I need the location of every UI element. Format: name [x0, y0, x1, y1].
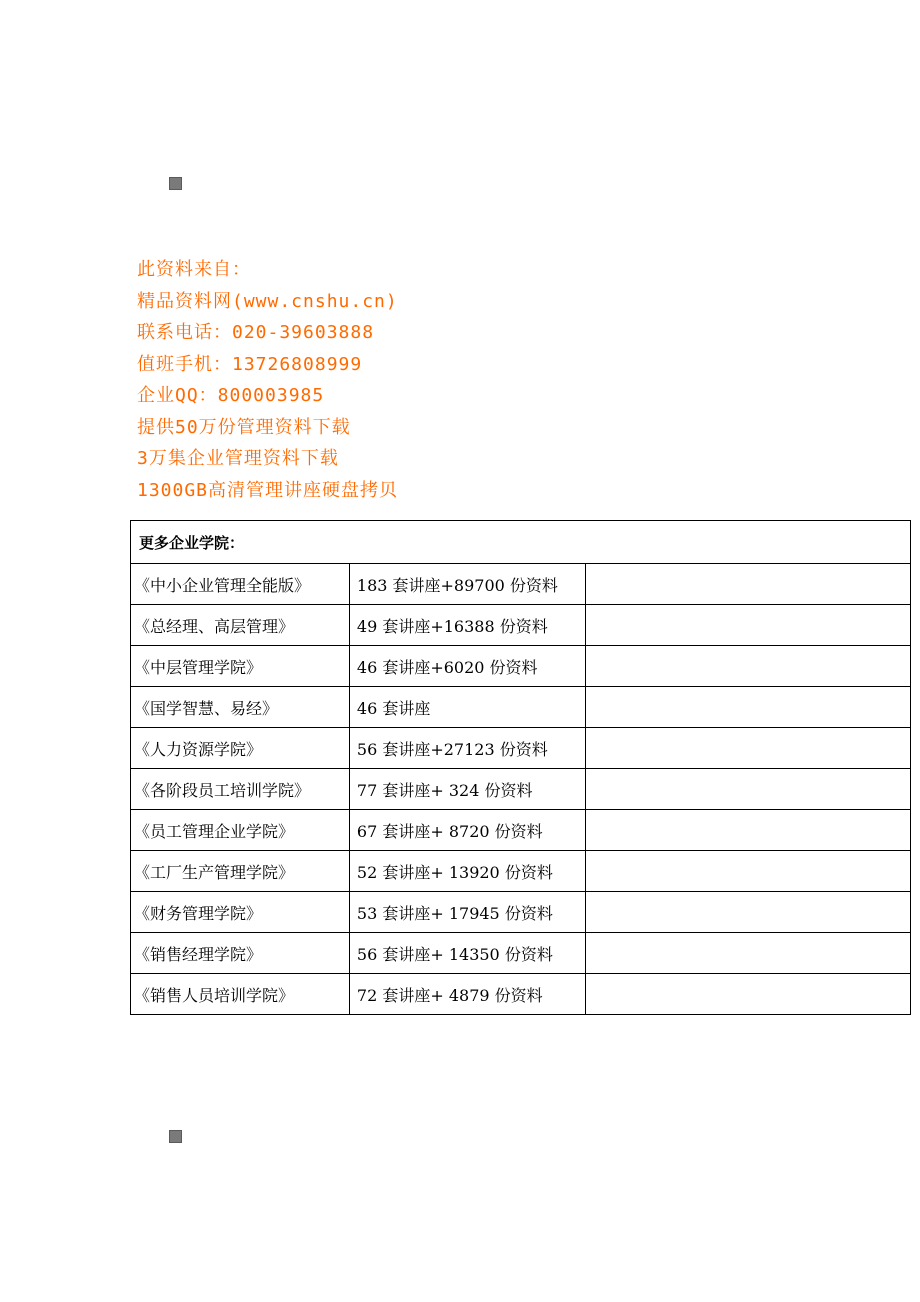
offer-line-1: 提供50万份管理资料下载 — [137, 416, 351, 438]
academy-content-cell: 183 套讲座+89700 份资料 — [349, 564, 585, 605]
academy-content-cell: 72 套讲座+ 4879 份资料 — [349, 974, 585, 1015]
academy-name-cell: 《员工管理企业学院》 — [131, 810, 350, 851]
academy-name-cell: 《各阶段员工培训学院》 — [131, 769, 350, 810]
academy-name-cell: 《总经理、高层管理》 — [131, 605, 350, 646]
academy-extra-cell — [585, 892, 910, 933]
academy-content-cell: 67 套讲座+ 8720 份资料 — [349, 810, 585, 851]
academy-extra-cell — [585, 810, 910, 851]
academy-content-cell: 46 套讲座+6020 份资料 — [349, 646, 585, 687]
table-row — [131, 687, 911, 728]
table-row — [131, 810, 911, 851]
offer-line-2: 3万集企业管理资料下载 — [137, 448, 339, 469]
academy-content-cell: 56 套讲座+27123 份资料 — [349, 728, 585, 769]
contact-info-block — [137, 254, 398, 506]
academy-extra-cell — [585, 728, 910, 769]
mobile-line: 值班手机：13726808999 — [137, 353, 363, 375]
academy-extra-cell — [585, 646, 910, 687]
academy-name-cell: 《国学智慧、易经》 — [131, 687, 350, 728]
table-header-row — [131, 521, 911, 564]
academy-extra-cell — [585, 564, 910, 605]
academy-content-cell: 77 套讲座+ 324 份资料 — [349, 769, 585, 810]
table-header: 更多企业学院： — [131, 521, 911, 564]
qq-line: 企业QQ：800003985 — [137, 385, 325, 406]
academy-name-cell: 《销售人员培训学院》 — [131, 974, 350, 1015]
academy-table — [130, 520, 911, 1015]
academy-content-cell: 49 套讲座+16388 份资料 — [349, 605, 585, 646]
academy-content-cell: 56 套讲座+ 14350 份资料 — [349, 933, 585, 974]
academy-extra-cell — [585, 769, 910, 810]
academy-name-cell: 《中层管理学院》 — [131, 646, 350, 687]
academy-extra-cell — [585, 687, 910, 728]
phone-line: 联系电话：020-39603888 — [137, 322, 375, 343]
academy-content-cell: 53 套讲座+ 17945 份资料 — [349, 892, 585, 933]
image-placeholder-marker — [169, 177, 182, 190]
table-row — [131, 851, 911, 892]
image-placeholder-marker — [169, 1130, 182, 1143]
academy-content-cell: 46 套讲座 — [349, 687, 585, 728]
academy-extra-cell — [585, 974, 910, 1015]
academy-extra-cell — [585, 605, 910, 646]
table-row — [131, 564, 911, 605]
source-label: 此资料来自： — [137, 259, 251, 280]
academy-name-cell: 《人力资源学院》 — [131, 728, 350, 769]
table-row — [131, 974, 911, 1015]
academy-name-cell: 《中小企业管理全能版》 — [131, 564, 350, 605]
table-row — [131, 892, 911, 933]
academy-name-cell: 《财务管理学院》 — [131, 892, 350, 933]
table-row — [131, 933, 911, 974]
academy-extra-cell — [585, 933, 910, 974]
site-line: 精品资料网(www.cnshu.cn) — [137, 290, 398, 312]
table-row — [131, 769, 911, 810]
academy-extra-cell — [585, 851, 910, 892]
academy-name-cell: 《销售经理学院》 — [131, 933, 350, 974]
academy-name-cell: 《工厂生产管理学院》 — [131, 851, 350, 892]
table-row — [131, 728, 911, 769]
academy-content-cell: 52 套讲座+ 13920 份资料 — [349, 851, 585, 892]
table-row — [131, 605, 911, 646]
offer-line-3: 1300GB高清管理讲座硬盘拷贝 — [137, 479, 399, 501]
table-row — [131, 646, 911, 687]
